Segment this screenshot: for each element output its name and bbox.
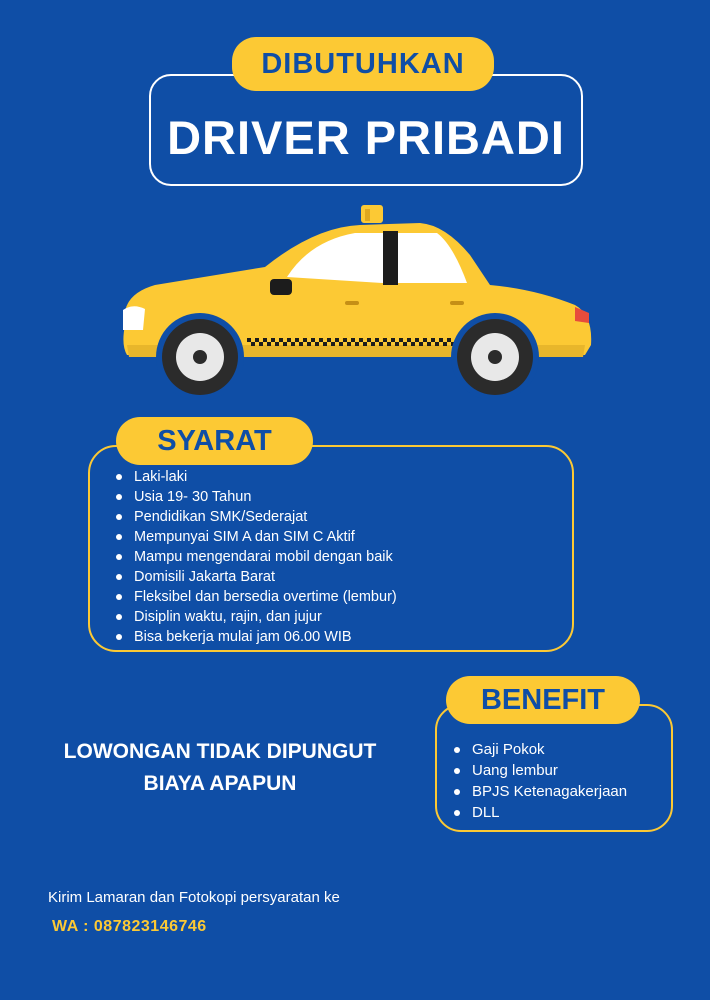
notice-line-2: BIAYA APAPUN (143, 772, 297, 795)
benefits-list (452, 739, 627, 823)
requirement-item: Domisili Jakarta Barat (114, 567, 397, 587)
requirements-list (114, 467, 397, 647)
benefit-item: Gaji Pokok (452, 739, 627, 760)
taxi-car-icon (115, 205, 595, 400)
requirement-item: Mempunyai SIM A dan SIM C Aktif (114, 527, 397, 547)
benefits-heading: BENEFIT (446, 676, 640, 724)
requirement-item: Mampu mengendarai mobil dengan baik (114, 547, 397, 567)
requirement-item: Fleksibel dan bersedia overtime (lembur) (114, 587, 397, 607)
whatsapp-number: WA : 087823146746 (52, 918, 207, 935)
benefit-item: BPJS Ketenagakerjaan (452, 781, 627, 802)
requirement-item: Disiplin waktu, rajin, dan jujur (114, 607, 397, 627)
job-title: DRIVER PRIBADI (149, 74, 583, 186)
notice-line-1: LOWONGAN TIDAK DIPUNGUT (63, 740, 377, 763)
contact-instruction: Kirim Lamaran dan Fotokopi persyaratan ke (48, 889, 340, 906)
requirement-item: Bisa bekerja mulai jam 06.00 WIB (114, 627, 397, 647)
hiring-tag: DIBUTUHKAN (232, 37, 494, 91)
requirement-item: Usia 19- 30 Tahun (114, 487, 397, 507)
free-application-notice (20, 736, 420, 800)
requirements-heading: SYARAT (116, 417, 313, 465)
requirement-item: Laki-laki (114, 467, 397, 487)
benefit-item: Uang lembur (452, 760, 627, 781)
benefit-item: DLL (452, 802, 627, 823)
requirement-item: Pendidikan SMK/Sederajat (114, 507, 397, 527)
